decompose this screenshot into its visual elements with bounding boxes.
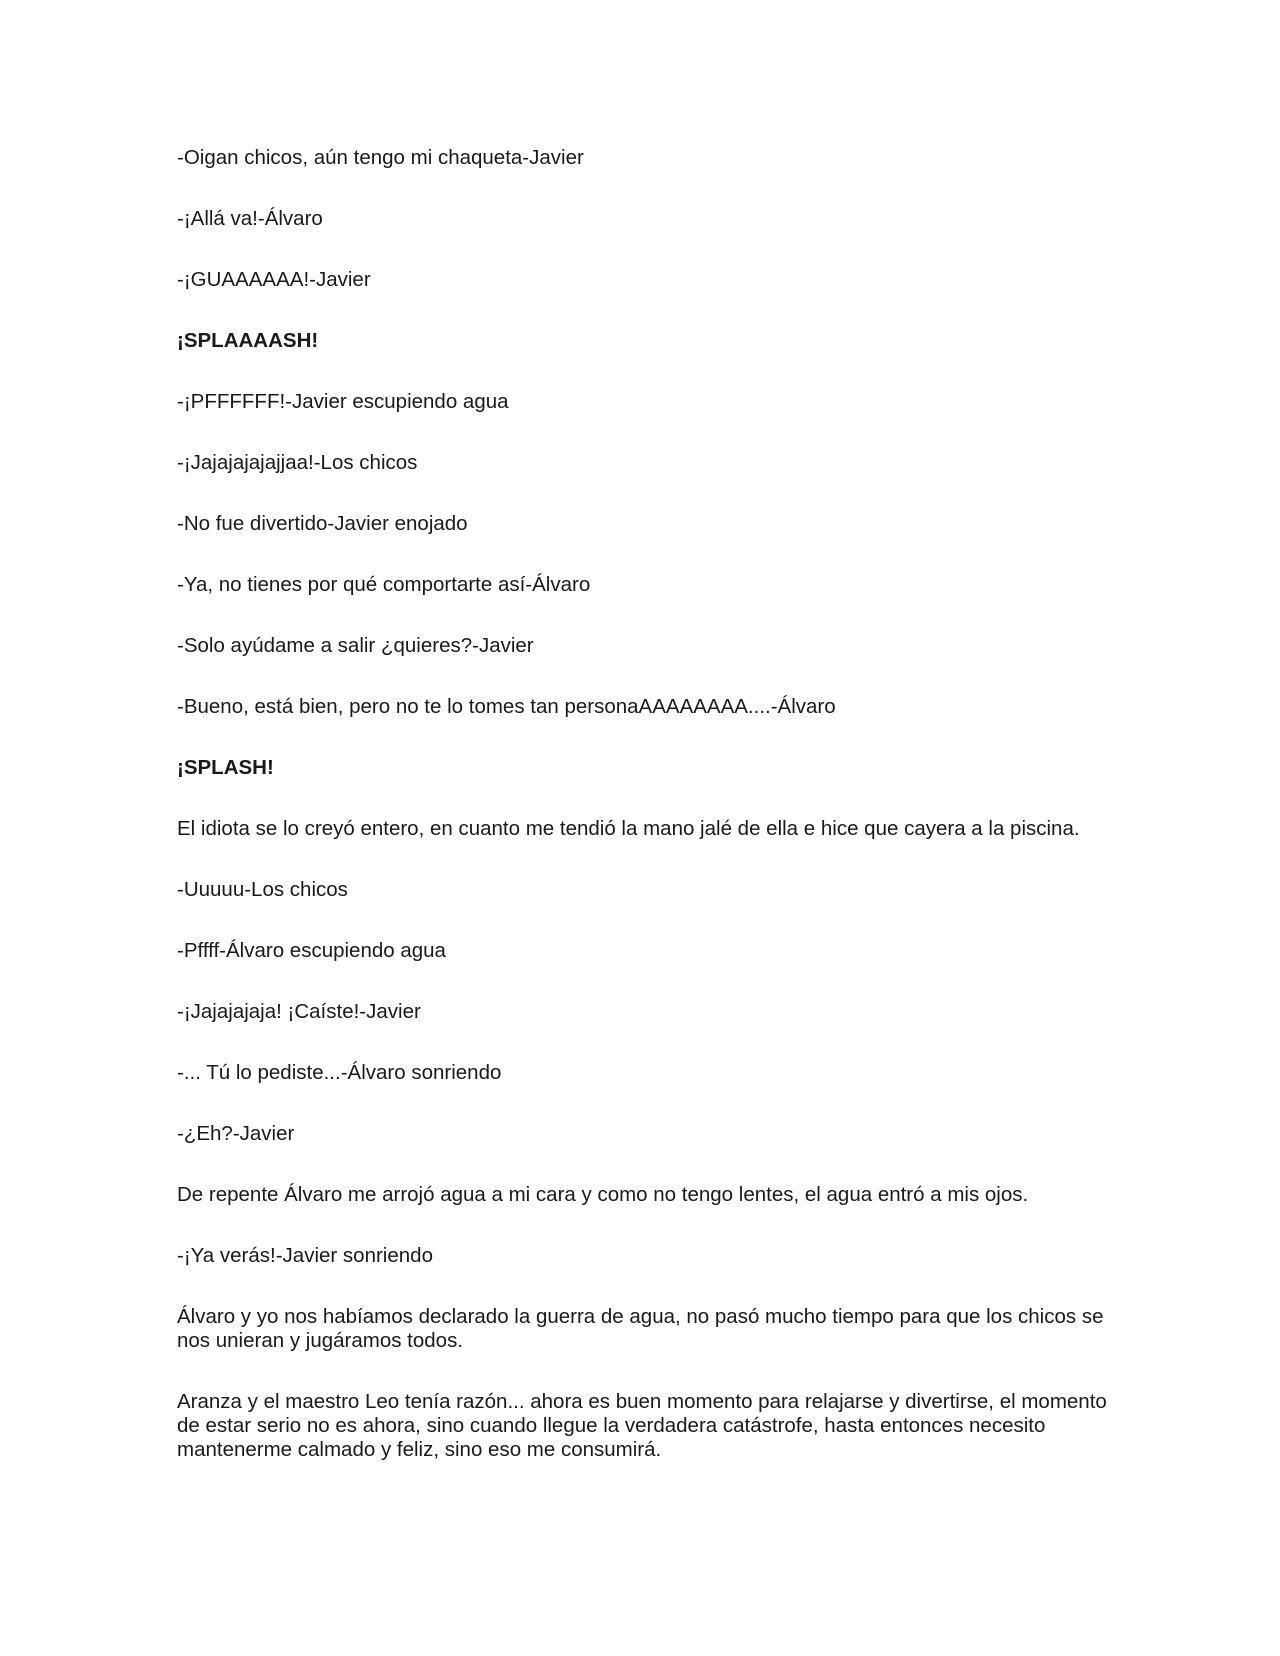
paragraph-2: -¡Allá va!-Álvaro	[177, 207, 323, 230]
paragraph-10: -Bueno, está bien, pero no te lo tomes tan personaAAAAAAAA....-Álvaro	[177, 695, 836, 718]
sound-effect-heading: ¡SPLAAAASH!	[177, 329, 319, 352]
paragraph-13: -Uuuuu-Los chicos	[177, 878, 348, 901]
paragraph-12: El idiota se lo creyó entero, en cuanto me tendió la mano jalé de ella e hice que cayera a la piscina.	[177, 817, 1080, 840]
paragraph-20: Álvaro y yo nos habíamos declarado la guerra de agua, no pasó mucho tiempo para que los chicos se nos unieran y jugáramos todos.	[177, 1305, 1104, 1352]
paragraph-17: -¿Eh?-Javier	[177, 1122, 295, 1145]
paragraph-3: -¡GUAAAAAA!-Javier	[177, 268, 371, 291]
paragraph-21: Aranza y el maestro Leo tenía razón... ahora es buen momento para relajarse y divertirse, el momento de estar serio no es ahora, sino cuando llegue la verdadera catástrofe, hasta entonces necesito mantenerme calmado y feliz, sino eso me consumirá.	[177, 1390, 1107, 1461]
document-body	[177, 146, 1107, 1499]
paragraph-7: -No fue divertido-Javier enojado	[177, 512, 468, 535]
paragraph-14: -Pffff-Álvaro escupiendo agua	[177, 939, 446, 962]
paragraph-16: -... Tú lo pediste...-Álvaro sonriendo	[177, 1061, 502, 1084]
paragraph-19: -¡Ya verás!-Javier sonriendo	[177, 1244, 433, 1267]
paragraph-9: -Solo ayúdame a salir ¿quieres?-Javier	[177, 634, 534, 657]
paragraph-8: -Ya, no tienes por qué comportarte así-Álvaro	[177, 573, 591, 596]
paragraph-15: -¡Jajajajaja! ¡Caíste!-Javier	[177, 1000, 421, 1023]
sound-effect-heading-2: ¡SPLASH!	[177, 756, 274, 779]
paragraph-1: -Oigan chicos, aún tengo mi chaqueta-Javier	[177, 146, 584, 169]
paragraph-6: -¡Jajajajajajjaa!-Los chicos	[177, 451, 418, 474]
paragraph-18: De repente Álvaro me arrojó agua a mi cara y como no tengo lentes, el agua entró a mis ojos.	[177, 1183, 1029, 1206]
paragraph-5: -¡PFFFFFF!-Javier escupiendo agua	[177, 390, 509, 413]
